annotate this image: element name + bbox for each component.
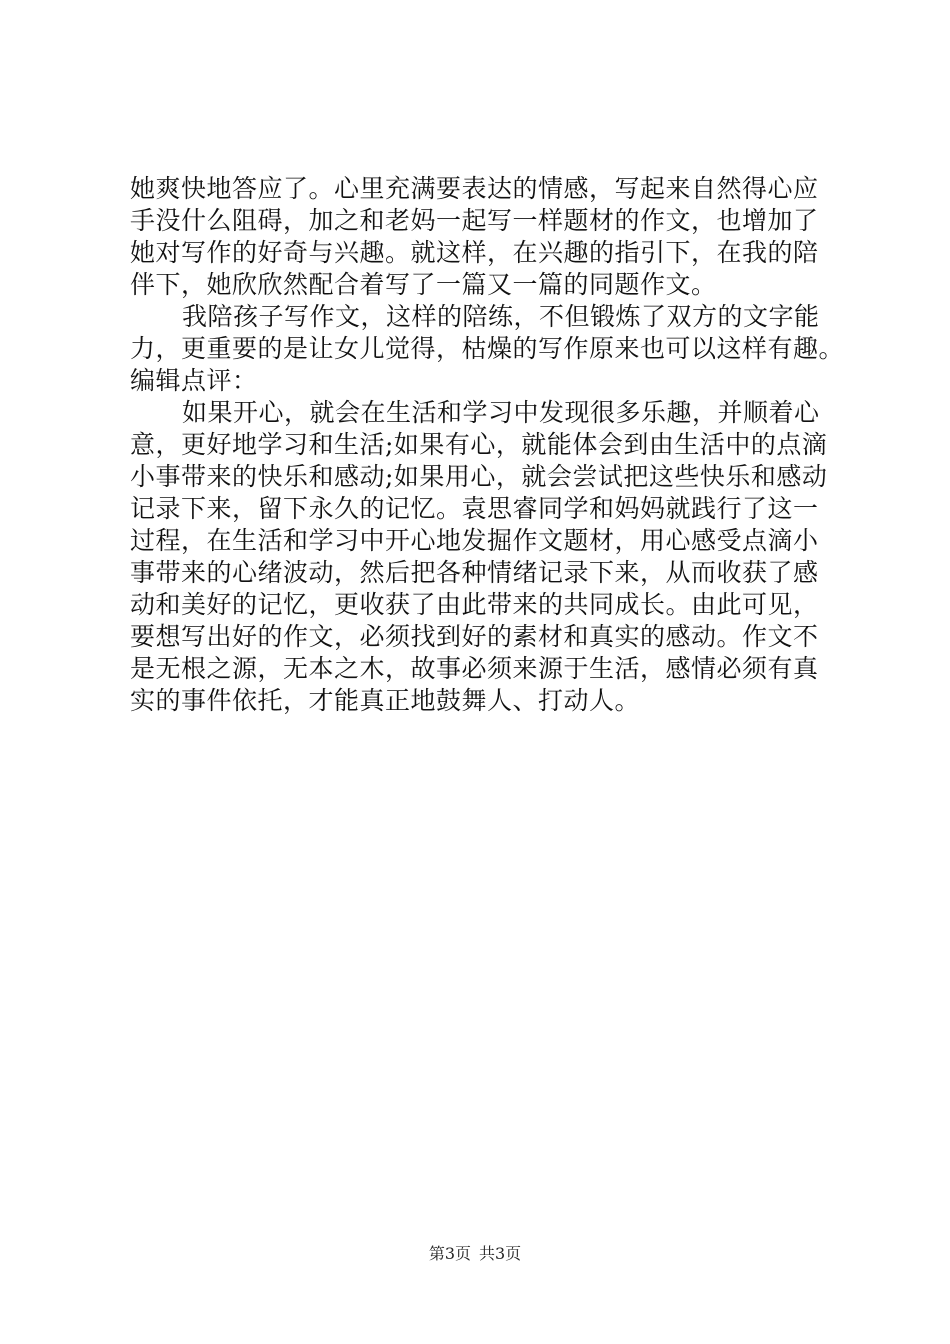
text-line: 要想写出好的作文，必须找到好的素材和真实的感动。作文不 (130, 622, 819, 651)
text-line: 她对写作的好奇与兴趣。就这样，在兴趣的指引下，在我的陪 (130, 238, 819, 267)
text-line: 小事带来的快乐和感动;如果用心，就会尝试把这些快乐和感动 (130, 462, 828, 491)
text-line: 意，更好地学习和生活;如果有心，就能体会到由生活中的点滴 (130, 430, 828, 459)
page-number: 第3页 (428, 1244, 471, 1263)
text-line: 力，更重要的是让女儿觉得，枯燥的写作原来也可以这样有趣。 (130, 334, 845, 363)
editor-comment-heading: 编辑点评： (130, 366, 258, 395)
text-line: 是无根之源，无本之木，故事必须来源于生活，感情必须有真 (130, 654, 819, 683)
text-line: 伴下，她欣欣然配合着写了一篇又一篇的同题作文。 (130, 270, 717, 299)
paragraph-start-line: 如果开心，就会在生活和学习中发现很多乐趣，并顺着心 (182, 398, 820, 427)
text-line: 过程，在生活和学习中开心地发掘作文题材，用心感受点滴小 (130, 526, 819, 555)
text-line: 动和美好的记忆，更收获了由此带来的共同成长。由此可见， (130, 590, 819, 619)
page-total: 共3页 (479, 1244, 522, 1263)
page-footer (0, 1241, 950, 1264)
text-line: 实的事件依托，才能真正地鼓舞人、打动人。 (130, 686, 641, 715)
paragraph-start-line: 我陪孩子写作文，这样的陪练，不但锻炼了双方的文字能 (182, 302, 820, 331)
text-line: 记录下来，留下永久的记忆。袁思睿同学和妈妈就践行了这一 (130, 494, 819, 523)
document-body (130, 173, 845, 717)
text-line: 她爽快地答应了。心里充满要表达的情感，写起来自然得心应 (130, 174, 819, 203)
text-line: 事带来的心绪波动，然后把各种情绪记录下来，从而收获了感 (130, 558, 819, 587)
text-line: 手没什么阻碍，加之和老妈一起写一样题材的作文，也增加了 (130, 206, 819, 235)
